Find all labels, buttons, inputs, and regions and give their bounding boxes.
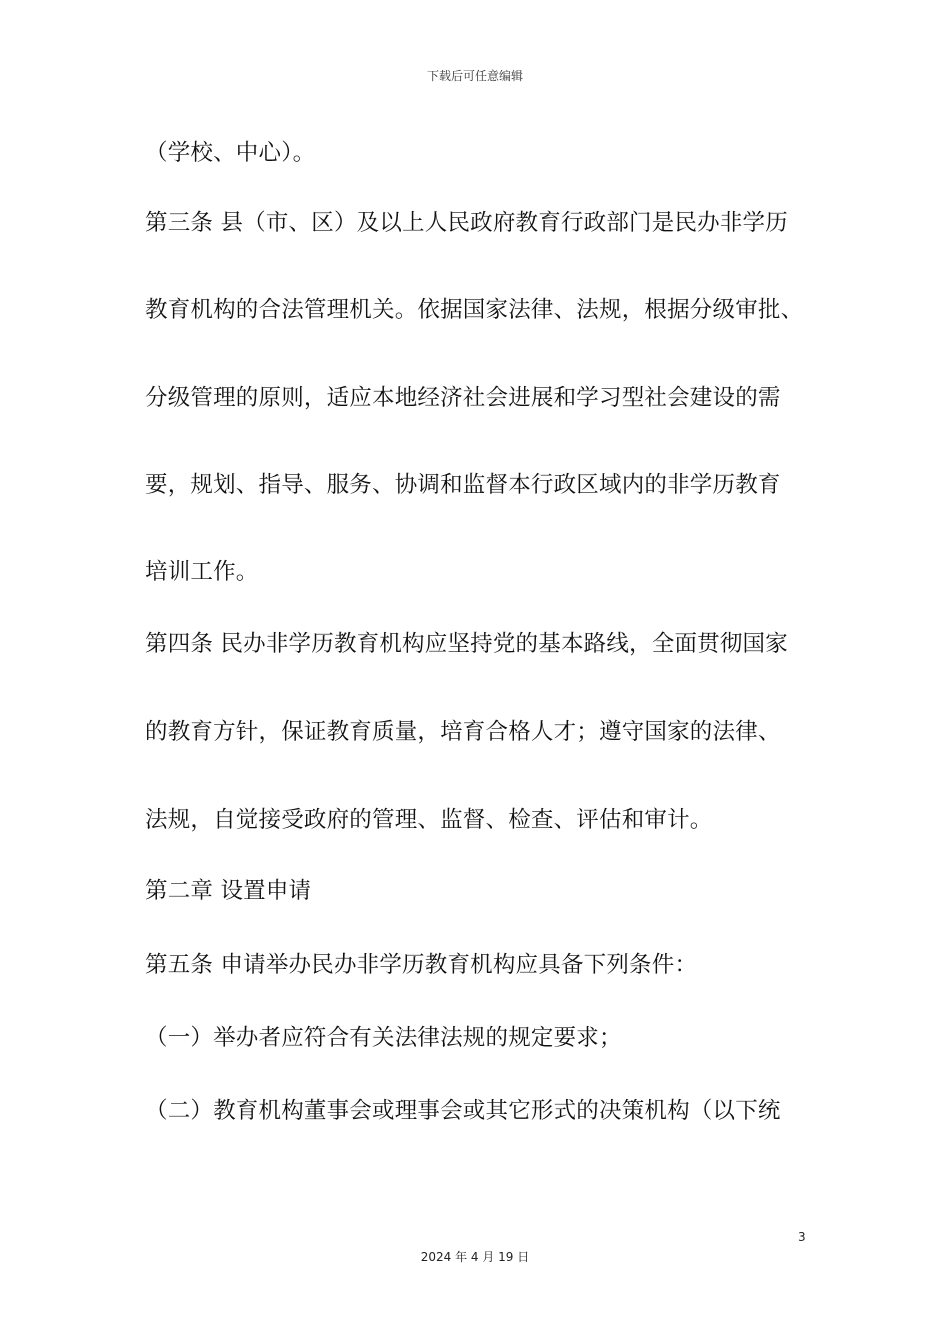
text-line-8: 的教育方针，保证教育质量，培育合格人才；遵守国家的法律、: [145, 719, 781, 745]
text-line-12: （一）举办者应符合有关法律法规的规定要求；: [145, 1025, 622, 1051]
chapter-heading: 第二章 设置申请: [145, 878, 312, 904]
text-line-3: 教育机构的合法管理机关。依据国家法律、法规，根据分级审批、: [145, 297, 804, 323]
text-line-13: （二）教育机构董事会或理事会或其它形式的决策机构（以下统: [145, 1098, 781, 1124]
page-header: 下载后可任意编辑: [426, 69, 523, 83]
text-line-6: 培训工作。: [145, 559, 259, 585]
text-line-7: 第四条 民办非学历教育机构应坚持党的基本路线，全面贯彻国家: [145, 631, 788, 657]
text-line-9: 法规，自觉接受政府的管理、监督、检查、评估和审计。: [145, 807, 713, 833]
text-line-2: 第三条 县（市、区）及以上人民政府教育行政部门是民办非学历: [145, 210, 788, 236]
page-number: 3: [798, 1230, 806, 1244]
text-line-4: 分级管理的原则，适应本地经济社会进展和学习型社会建设的需: [145, 385, 781, 411]
text-line-1: （学校、中心）。: [145, 140, 316, 166]
text-line-5: 要，规划、指导、服务、协调和监督本行政区域内的非学历教育: [145, 472, 781, 498]
footer-date: 2024 年 4 月 19 日: [420, 1250, 530, 1264]
text-line-11: 第五条 申请举办民办非学历教育机构应具备下列条件：: [145, 952, 698, 978]
